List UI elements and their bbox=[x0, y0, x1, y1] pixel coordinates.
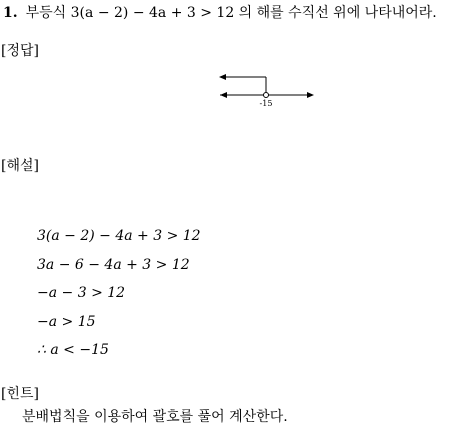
open-circle bbox=[264, 93, 269, 98]
hint-text: 분배법칙을 이용하여 괄호를 풀어 계산한다. bbox=[22, 409, 288, 425]
number-line-graphic bbox=[210, 70, 320, 110]
hint-heading: [힌트] bbox=[1, 386, 39, 402]
explanation-step-4: −a > 15 bbox=[37, 314, 96, 330]
solution-arrow bbox=[219, 74, 226, 80]
explanation-step-5: ∴ a < −15 bbox=[37, 342, 109, 358]
problem-statement bbox=[3, 2, 437, 22]
axis-right-arrow bbox=[307, 92, 314, 98]
explanation-step-1: 3(a − 2) − 4a + 3 > 12 bbox=[37, 228, 201, 244]
number-line bbox=[210, 70, 320, 114]
answer-heading: [정답] bbox=[1, 43, 39, 59]
problem-text: 부등식 3(a − 2) − 4a + 3 > 12 의 해를 수직선 위에 나타내어라. bbox=[25, 5, 437, 21]
boundary-label: -15 bbox=[259, 99, 273, 108]
explanation-step-3: −a − 3 > 12 bbox=[37, 285, 126, 301]
problem-number: 1. bbox=[3, 5, 18, 21]
axis-left-arrow bbox=[220, 92, 227, 98]
explanation-step-2: 3a − 6 − 4a + 3 > 12 bbox=[37, 257, 190, 273]
explanation-heading: [해설] bbox=[1, 158, 39, 174]
